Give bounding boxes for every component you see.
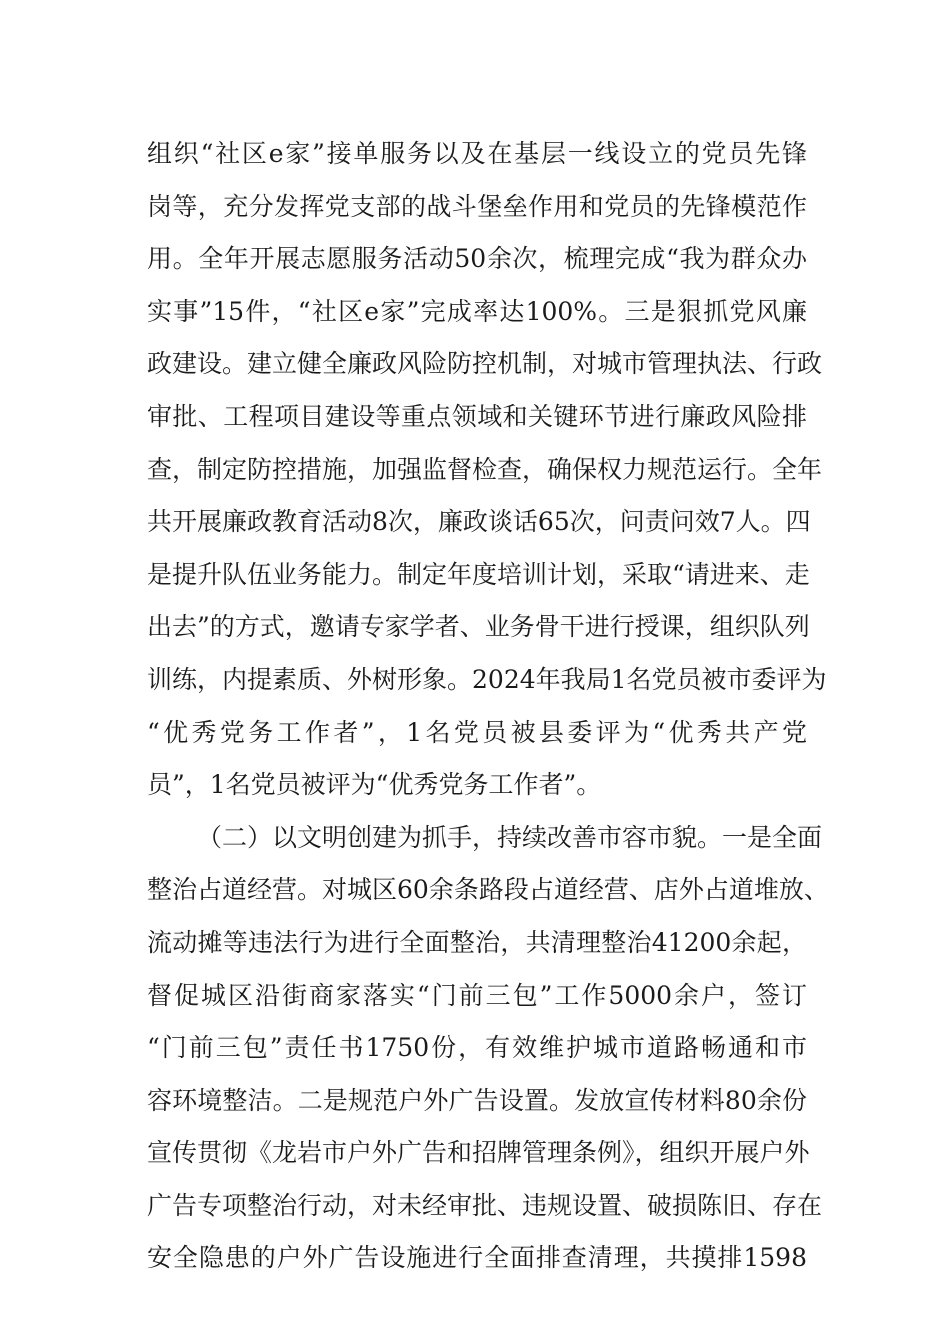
text-line: 宣传贯彻《龙岩市户外广告和招牌管理条例》，组织开展户外 bbox=[147, 1138, 810, 1168]
body-text bbox=[147, 128, 829, 1285]
text-line-paragraph-end: 员”，1名党员被评为“优秀党务工作者”。 bbox=[147, 770, 602, 800]
text-line: 流动摊等违法行为进行全面整治，共清理整治41200余起， bbox=[147, 927, 807, 957]
text-line: 用。全年开展志愿服务活动50余次，梳理完成“我为群众办 bbox=[147, 244, 807, 274]
text-line: 训练，内提素质、外树形象。2024年我局1名党员被市委评为 bbox=[147, 664, 827, 694]
text-line: 容环境整洁。二是规范户外广告设置。发放宣传材料80余份 bbox=[147, 1085, 807, 1115]
text-line: 政建设。建立健全廉政风险防控机制，对城市管理执法、行政 bbox=[147, 349, 823, 379]
section-heading-line: （二）以文明创建为抓手，持续改善市容市貌。一是全面 bbox=[197, 822, 823, 852]
text-line: 实事”15件，“社区e家”完成率达100%。三是狠抓党风廉 bbox=[147, 296, 807, 326]
text-line: “优秀党务工作者”，1名党员被县委评为“优秀共产党 bbox=[147, 717, 807, 747]
text-line: 安全隐患的户外广告设施进行全面排查清理，共摸排1598 bbox=[147, 1243, 807, 1273]
text-line: 审批、工程项目建设等重点领域和关键环节进行廉政风险排 bbox=[147, 401, 807, 431]
text-line: “门前三包”责任书1750份，有效维护城市道路畅通和市 bbox=[147, 1033, 807, 1063]
text-line: 整治占道经营。对城区60余条路段占道经营、店外占道堆放、 bbox=[147, 875, 829, 905]
text-line: 共开展廉政教育活动8次，廉政谈话65次，问责问效7人。四 bbox=[147, 507, 811, 537]
text-line: 岗等，充分发挥党支部的战斗堡垒作用和党员的先锋模范作 bbox=[147, 191, 807, 221]
text-line: 是提升队伍业务能力。制定年度培训计划，采取“请进来、走 bbox=[147, 559, 810, 589]
text-line: 查，制定防控措施，加强监督检查，确保权力规范运行。全年 bbox=[147, 454, 823, 484]
text-line: 督促城区沿街商家落实“门前三包”工作5000余户，签订 bbox=[147, 980, 807, 1010]
text-line: 出去”的方式，邀请专家学者、业务骨干进行授课，组织队列 bbox=[147, 612, 810, 642]
text-line: 组织“社区e家”接单服务以及在基层一线设立的党员先锋 bbox=[147, 139, 807, 168]
text-line: 广告专项整治行动，对未经审批、违规设置、破损陈旧、存在 bbox=[147, 1190, 823, 1220]
